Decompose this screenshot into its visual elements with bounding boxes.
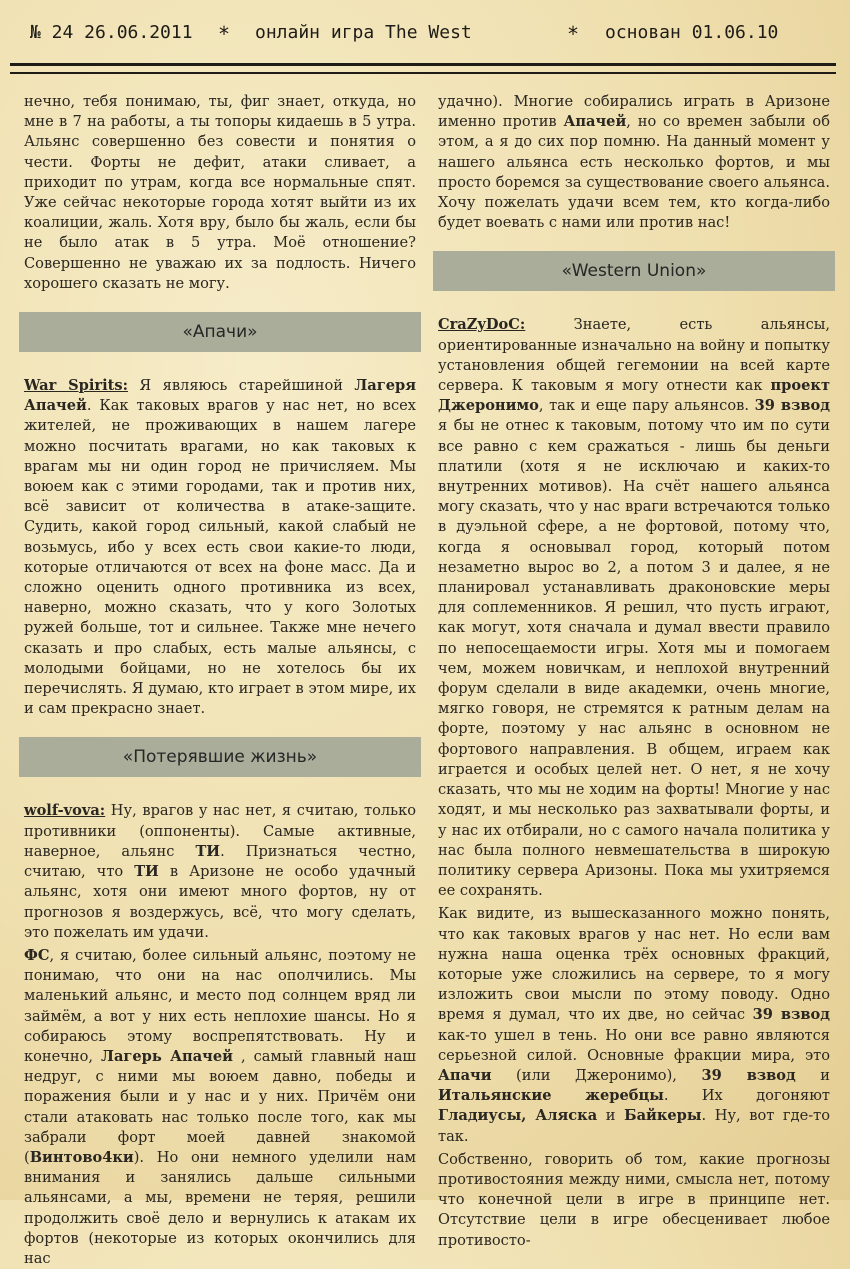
paragraph: wolf-vova: Ну, врагов у нас нет, я считаю, только противники (оппоненты). Самые активные, наверное, альянс ТИ. Признаться честно, считаю, что ТИ в Аризоне не особо удачный альянс, хотя они имеют много фортов, ну от прогнозов я воздержусь, всё, что могу сделать, это пожелать им удачи.: [24, 802, 416, 941]
speaker-name: War Spirits:: [24, 377, 128, 395]
highlight: Итальянские жеребцы: [438, 1087, 664, 1105]
section-header-western-union: «Western Union»: [433, 251, 835, 291]
paragraph: удачно). Многие собирались играть в Аризоне именно против Апачей, но со времен забыли об этом, а я до сих пор помню. На данный момент у нашего альянса есть несколько фортов, и мы просто боремся за существование своего альянса. Хочу пожелать удачи всем тем, кто когда-либо будет воевать с нами или против нас!: [438, 93, 830, 232]
star-separator: *: [567, 22, 580, 46]
issue-date: № 24 26.06.2011: [30, 22, 193, 43]
section-header-apachi: «Апачи»: [19, 312, 421, 352]
paragraph: CraZyDoC: Знаете, есть альянсы, ориентированные изначально на войну и попытку установления общей гегемонии на всей карте сервера. К таковым я могу отнести как проект Джеронимо, так и еще пару альянсов. 39 взвод я бы не отнес к таковым, потому что им по сути все равно с кем сражаться - лишь бы деньги платили (хотя я не исключаю и каких-то внутренних мотивов). На счёт нашего альянса могу сказать, что у нас враги встречаются только в дуэльной сфере, а не фортовой, потому что, когда я основывал город, который потом незаметно вырос во 2, а потом 3 и далее, я не планировал устанавливать драконовские меры для соплеменников. Я решил, что пусть играют, как могут, хотя сначала и думал ввести правило по непосещаемости игры. Хотя мы и помогаем чем, можем новичкам, и неплохой внутренний форум сделали в виде академки, очень многие, мягко говоря, не стремятся к ратным делам на форте, поэтому у нас альянс в основном не фортового направления. В общем, играем как играется и особых целей нет. О нет, я не хочу сказать, что мы не ходим на форты! Многие у нас ходят, и мы несколько раз захватывали форты, и у нас их отбирали, но с самого начала политика у нас была полного невмешательства в широкую политику сервера Аризоны. Пока мы ухитряемся ее сохранять.: [438, 316, 830, 900]
highlight: Лагерь Апачей: [101, 1047, 233, 1065]
highlight: ТИ: [195, 842, 221, 860]
paragraph: Собственно, говорить об том, какие прогнозы противостояния между ними, смысла нет, потому что конечной цели в игре в принципе нет. Отсутствие цели в игре обесценивает любое противосто-: [438, 1150, 830, 1249]
game-title: онлайн игра The West: [255, 22, 472, 43]
highlight: 39 взвод: [752, 1006, 830, 1024]
header-rule-thick: [10, 63, 836, 66]
star-separator: *: [218, 22, 231, 46]
highlight: ФС: [24, 946, 50, 964]
highlight: Апачей: [563, 113, 627, 131]
header-rule-thin: [10, 72, 836, 74]
highlight: 39 взвод: [754, 397, 830, 415]
highlight: Винтово4ки: [29, 1148, 134, 1166]
highlight: Лагеря Апачей: [24, 377, 416, 415]
paragraph: War Spirits: Я являюсь старейшиной Лагеря Апачей. Как таковых врагов у нас нет, но всех жителей, не проживающих в нашем лагере можно посчитать врагами, но как таковых к врагам мы ни один город не причисляем. Мы воюем как с этими городами, так и против них, всё зависит от количества в атаке-защите. Судить, какой город сильный, какой слабый не возьмусь, ибо у всех есть свои какие-то люди, которые отличаются от всех на фоне масс. Да и сложно оценить одного противника из всех, наверно, можно сказать, что у кого Золотых ружей больше, тот и сильнее. Также мне нечего сказать и про слабых, есть малые альянсы, с молодыми бойцами, но не хотелось бы их перечислять. Я думаю, кто играет в этом мире, их и сам прекрасно знает.: [24, 377, 416, 718]
masthead: [10, 14, 836, 52]
speaker-name: CraZyDoC:: [438, 316, 526, 334]
left-column: [24, 92, 416, 1267]
paragraph: ФС, я считаю, более сильный альянс, поэтому не понимаю, что они на нас ополчились. Мы маленький альянс, и место под солнцем вряд ли займём, а вот у них есть неплохие шансы. Но я собираюсь этому воспрепятствовать. Ну и конечно, Лагерь Апачей , самый главный наш недруг, с ними мы воюем давно, победы и поражения были и у нас и у них. Причём они стали атаковать нас только после того, как мы забрали форт моей давней знакомой (Винтово4ки). Но они немного уделили нам внимания и занялись дальше сильными альянсами, а мы, времени не теряя, решили продолжить своё дело и вернулись к атакам их фортов (некоторые из которых окончились для нас: [24, 946, 416, 1267]
founded-date: основан 01.06.10: [605, 22, 779, 43]
highlight: проект Джеронимо: [438, 377, 830, 415]
speaker-name: wolf-vova:: [24, 802, 106, 820]
highlight: ТИ: [134, 863, 159, 881]
section-header-lost-life: «Потерявшие жизнь»: [19, 737, 421, 777]
highlight: Гладиусы, Аляска: [438, 1107, 598, 1125]
paragraph: нечно, тебя понимаю, ты, фиг знает, откуда, но мне в 7 на работы, а ты топоры кидаешь в 5 утра. Альянс совершенно без совести и понятия о чести. Форты не дефит, атаки сливает, а приходит по утрам, когда все нормальные спят. Уже сейчас некоторые города хотят выйти из их коалиции, жаль. Хотя вру, было бы жаль, если бы не было атак в 5 утра. Моё отношение? Совершенно не уважаю их за подлость. Ничего хорошего сказать не могу.: [24, 93, 416, 292]
highlight: 39 взвод: [701, 1066, 796, 1084]
right-column: [438, 92, 831, 1249]
highlight: Апачи: [438, 1066, 492, 1084]
paragraph: Как видите, из вышесказанного можно понять, что как таковых врагов у нас нет. Но если вам нужна наша оценка трёх основных фракций, которые уже сложились на сервере, то я могу изложить свои мысли по этому поводу. Одно время я думал, что их две, но сейчас 39 взвод как-то ушел в тень. Но они все равно являются серьезной силой. Основные фракции мира, это Апачи (или Джеронимо), 39 взвод и Итальянские жеребцы. Их догоняют Гладиусы, Аляска и Байкеры. Ну, вот где-то так.: [438, 905, 831, 1145]
highlight: Байкеры: [624, 1107, 702, 1125]
